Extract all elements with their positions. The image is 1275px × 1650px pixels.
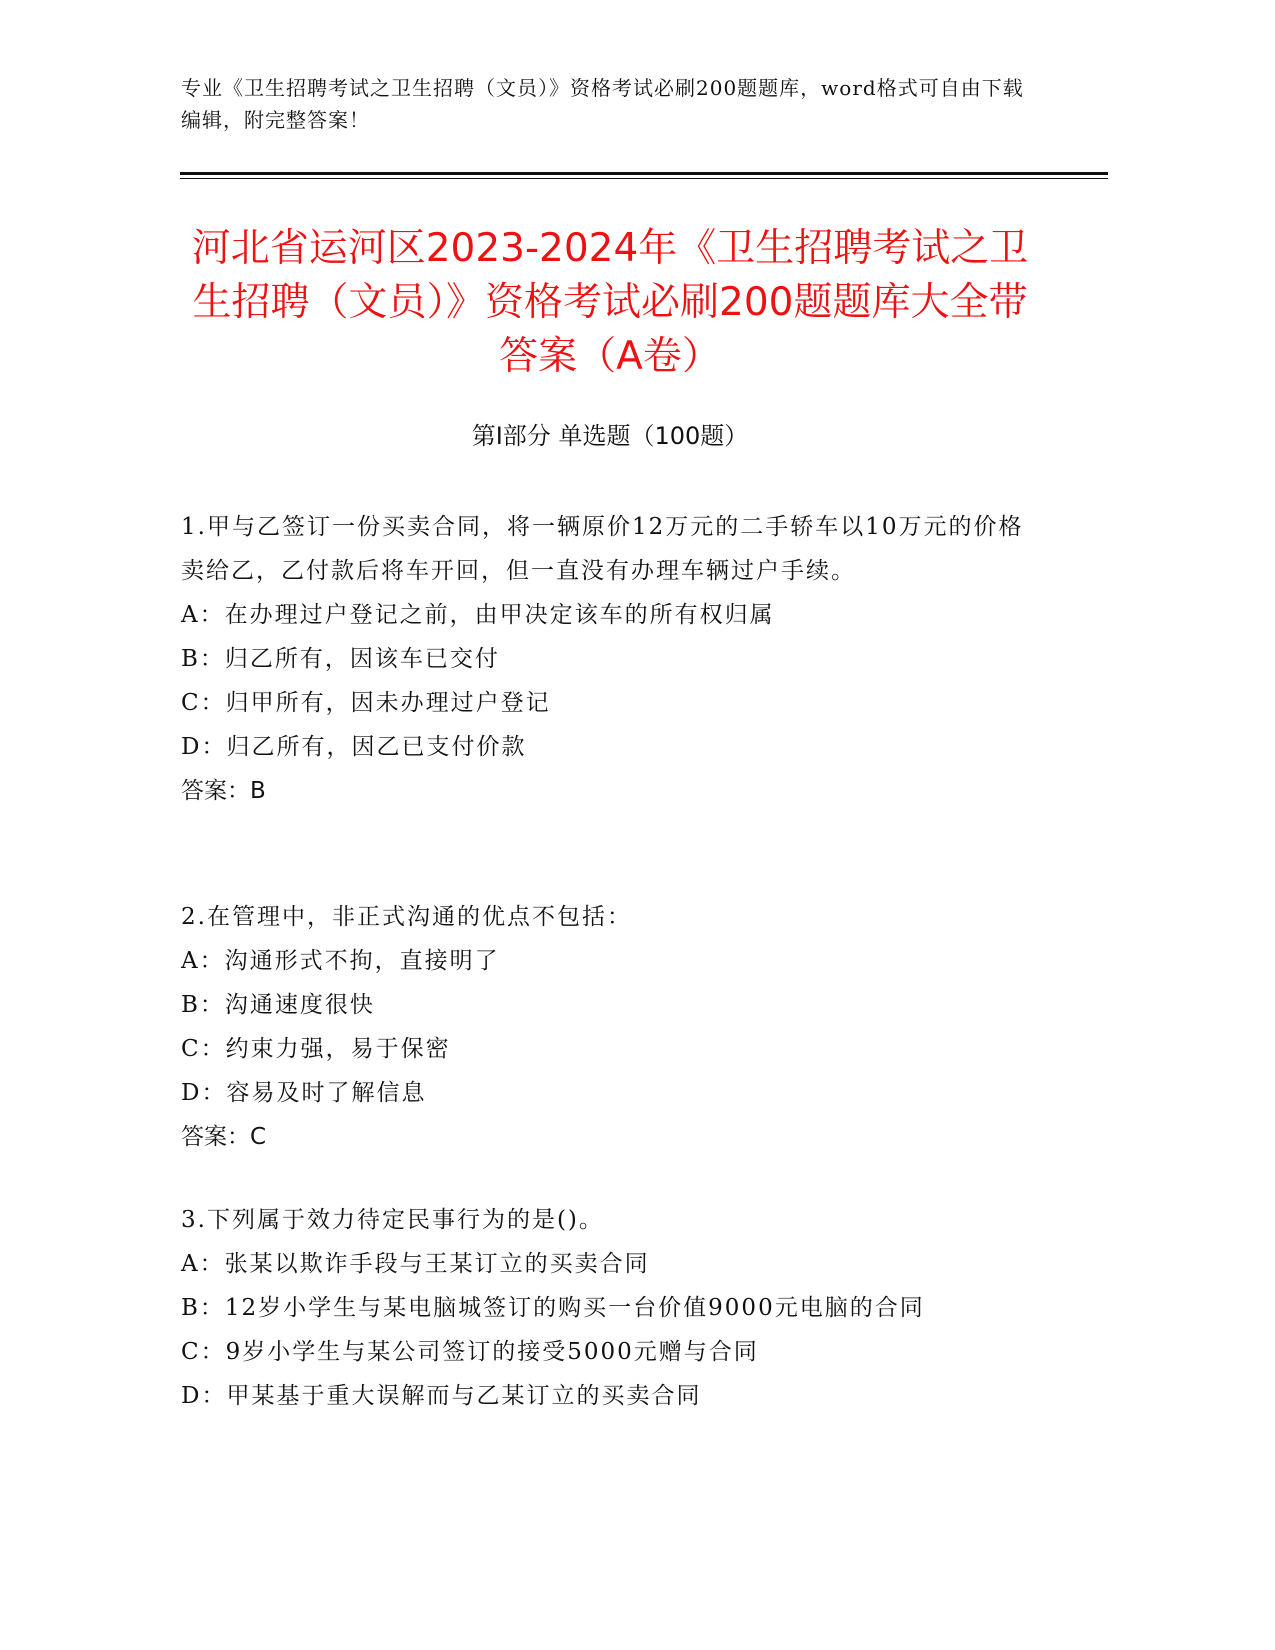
question-stem: 1.甲与乙签订一份买卖合同，将一辆原价12万元的二手轿车以10万元的价格卖给乙，乙付款后将车开回，但一直没有办理车辆过户手续。 [181, 514, 1024, 584]
option-a: A：沟通形式不拘，直接明了 [181, 948, 500, 974]
answer-text: 答案：B [181, 778, 266, 804]
option-d: D：归乙所有，因乙已支付价款 [181, 734, 527, 760]
option-c: C：约束力强，易于保密 [181, 1036, 451, 1062]
option-c: C：归甲所有，因未办理过户登记 [181, 690, 551, 716]
question-item [181, 1198, 1041, 1418]
option-a: A：张某以欺诈手段与王某订立的买卖合同 [181, 1251, 650, 1277]
option-b: B：12岁小学生与某电脑城签订的购买一台价值9000元电脑的合同 [181, 1295, 925, 1321]
header-rule-thin [180, 178, 1108, 179]
option-d: D：甲某基于重大误解而与乙某订立的买卖合同 [181, 1383, 702, 1409]
question-stem: 2.在管理中，非正式沟通的优点不包括： [181, 904, 632, 930]
question-stem: 3.下列属于效力待定民事行为的是()。 [181, 1207, 604, 1233]
question-item [181, 895, 1041, 1159]
header-note: 专业《卫生招聘考试之卫生招聘（文员）》资格考试必刷200题题库，word格式可自由下载编辑，附完整答案！ [181, 76, 1024, 132]
option-a: A：在办理过户登记之前，由甲决定该车的所有权归属 [181, 602, 775, 628]
document-title: 河北省运河区2023-2024年《卫生招聘考试之卫生招聘（文员）》资格考试必刷200题题库大全带答案（A卷） [191, 226, 1029, 379]
answer-text: 答案：C [181, 1124, 267, 1150]
question-item [181, 505, 1041, 813]
header-rule-thick [180, 172, 1108, 175]
option-c: C：9岁小学生与某公司签订的接受5000元赠与合同 [181, 1339, 759, 1365]
option-d: D：容易及时了解信息 [181, 1080, 427, 1106]
section-title: 第Ⅰ部分 单选题（100题） [471, 422, 749, 450]
option-b: B：归乙所有，因该车已交付 [181, 646, 500, 672]
option-b: B：沟通速度很快 [181, 992, 375, 1018]
